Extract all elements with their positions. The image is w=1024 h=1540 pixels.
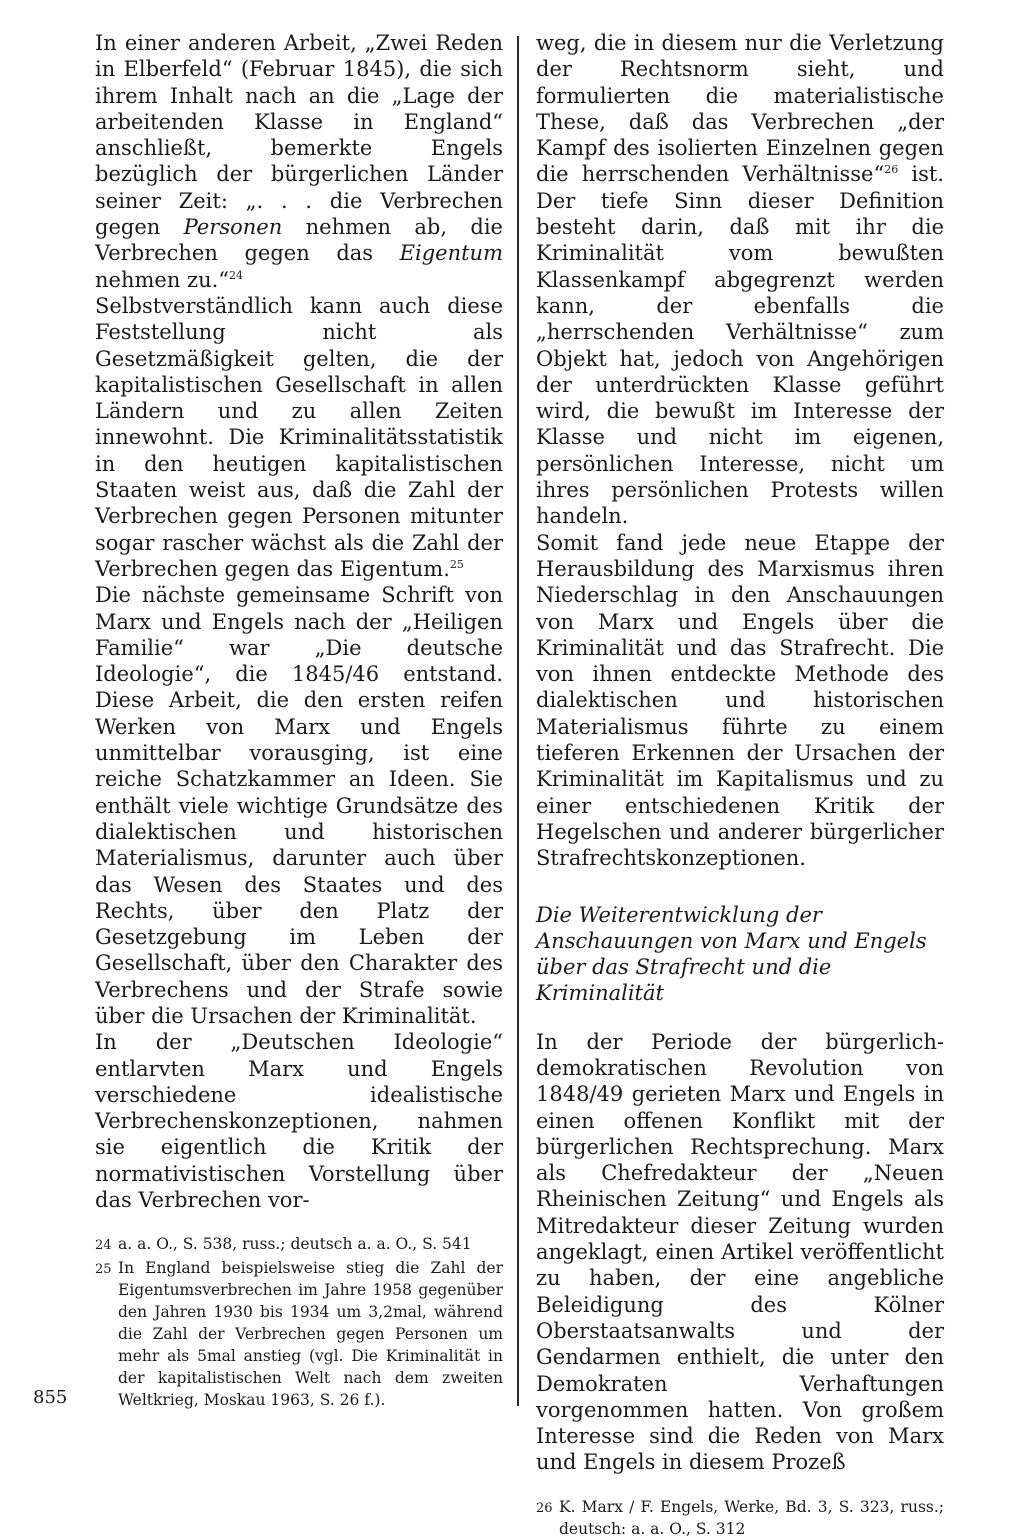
footnote-ref-24: 24 <box>229 268 244 282</box>
footnote-number: 26 <box>536 1500 553 1516</box>
footnote-number: 24 <box>95 1238 112 1254</box>
right-paragraph-1: weg, die in diesem nur die Verletzung der Rechtsnorm sieht, und formulierten die materialistische These, daß das Verbrechen „der Kampf des isolierten Einzelnen gegen die herrschenden Verhältnisse“$^{26}$ ist. Der tiefe Sinn dieser Definition besteht darin, daß mit ihr die Kriminalität vom bewußten Klassenkampf abgegrenzt werden kann, der ebenfalls die „herrschenden Verhältnisse“ zum Objekt hat, jedoch von Angehörigen der unterdrückten Klasse geführt wird, die bewußt im Interesse der Klasse und nicht im eigenen, persönlichen Interesse, nicht um ihres persönlichen Protests willen handeln. <box>536 31 944 529</box>
footnote-ref-26: 26 <box>884 163 899 177</box>
footnote-text: a. a. O., S. 538, russ.; deutsch a. a. O., S. 541 <box>118 1235 472 1254</box>
page-number: 855 <box>33 1387 68 1408</box>
section-heading: Die Weiterentwicklung der Anschauungen von Marx und Engels über das Strafrecht und die Kriminalität <box>536 902 927 1006</box>
emphasis-personen: Personen <box>183 215 283 240</box>
left-paragraph-2: Selbstverständlich kann auch diese Feststellung nicht als Gesetzmäßigkeit gelten, die der kapitalistischen Gesellschaft in allen Ländern und zu allen Zeiten innewohnt. Die Kriminalitätsstatistik in den heutigen kapitalistischen Staaten weist aus, daß die Zahl der Verbrechen gegen Personen mitunter sogar rascher wächst als die Zahl der Verbrechen gegen das Eigentum.$^{25}$ <box>95 293 503 581</box>
right-column <box>536 30 944 1540</box>
footnote-text: K. Marx / F. Engels, Werke, Bd. 3, S. 323, russ.; deutsch: a. a. O., S. 312 <box>559 1497 944 1538</box>
footnote-ref-25: 25 <box>449 557 464 571</box>
footnote-24 <box>95 1233 503 1257</box>
left-paragraph-1: In einer anderen Arbeit, „Zwei Reden in Elberfeld“ (Februar 1845), die sich ihrem Inhalt nach an die „Lage der arbeitenden Klasse in England“ anschließt, bemerkte Engels bezüglich der bürgerlichen Länder seiner Zeit: „. . . die Verbrechen gegen Personen nehmen ab, die Verbrechen gegen das Eigentum nehmen zu.“$^{24}$ <box>95 31 503 292</box>
footnote-number: 25 <box>95 1262 112 1278</box>
left-paragraph-4: In der „Deutschen Ideologie“ entlarvten Marx und Engels verschiedene idealistische Verbrechenskonzeptionen, nahmen sie eigentlich die Kritik der normativistischen Vorstellung über das Verbrechen vor- <box>95 1030 503 1213</box>
footnote-26 <box>536 1496 944 1540</box>
emphasis-eigentum: Eigentum <box>399 241 503 266</box>
footnote-text: In England beispielsweise stieg die Zahl der Eigentumsverbrechen im Jahre 1958 gegenüber den Jahren 1930 bis 1934 um 3,2mal, während die Zahl der Verbrechen gegen Personen um mehr als 5mal anstieg (vgl. Die Kriminalität in der kapitalistischen Welt nach dem zweiten Weltkrieg, Moskau 1963, S. 26 f.). <box>118 1259 503 1410</box>
left-footnotes <box>95 1233 503 1411</box>
right-paragraph-2: Somit fand jede neue Etappe der Herausbildung des Marxismus ihren Niederschlag in den Anschauungen von Marx und Engels über die Kriminalität und das Strafrecht. Die von ihnen entdeckte Methode des dialektischen und historischen Materialismus führte zu einem tieferen Erkennen der Ursachen der Kriminalität im Kapitalismus und zu einer entschiedenen Kritik der Hegelschen und anderer bürgerlicher Strafrechtskonzeptionen. <box>536 530 944 871</box>
column-divider <box>517 36 519 1406</box>
left-column <box>95 30 503 1411</box>
right-paragraph-3: In der Periode der bürgerlich-demokratischen Revolution von 1848/49 gerieten Marx und Engels in einen offenen Konflikt mit der bürgerlichen Rechtsprechung. Marx als Chefredakteur der „Neuen Rheinischen Zeitung“ und Engels als Mitredakteur dieser Zeitung wurden angeklagt, einen Artikel veröffentlicht zu haben, der eine angebliche Beleidigung des Kölner Oberstaatsanwalts und der Gendarmen enthielt, die unter den Demokraten Verhaftungen vorgenommen hatten. Von großem Interesse sind die Reden von Marx und Engels in diesem Prozeß <box>536 1029 944 1475</box>
footnote-25 <box>95 1257 503 1411</box>
right-footnotes <box>536 1496 944 1540</box>
left-paragraph-3: Die nächste gemeinsame Schrift von Marx und Engels nach der „Heiligen Familie“ war „Die deutsche Ideologie“, die 1845/46 entstand. Diese Arbeit, die den ersten reifen Werken von Marx und Engels unmittelbar vorausging, ist eine reiche Schatzkammer an Ideen. Sie enthält viele wichtige Grundsätze des dialektischen und historischen Materialismus, darunter auch über das Wesen des Staates und des Rechts, über den Platz der Gesetzgebung im Leben der Gesellschaft, über den Charakter des Verbrechens und der Strafe sowie über die Ursachen der Kriminalität. <box>95 583 503 1028</box>
